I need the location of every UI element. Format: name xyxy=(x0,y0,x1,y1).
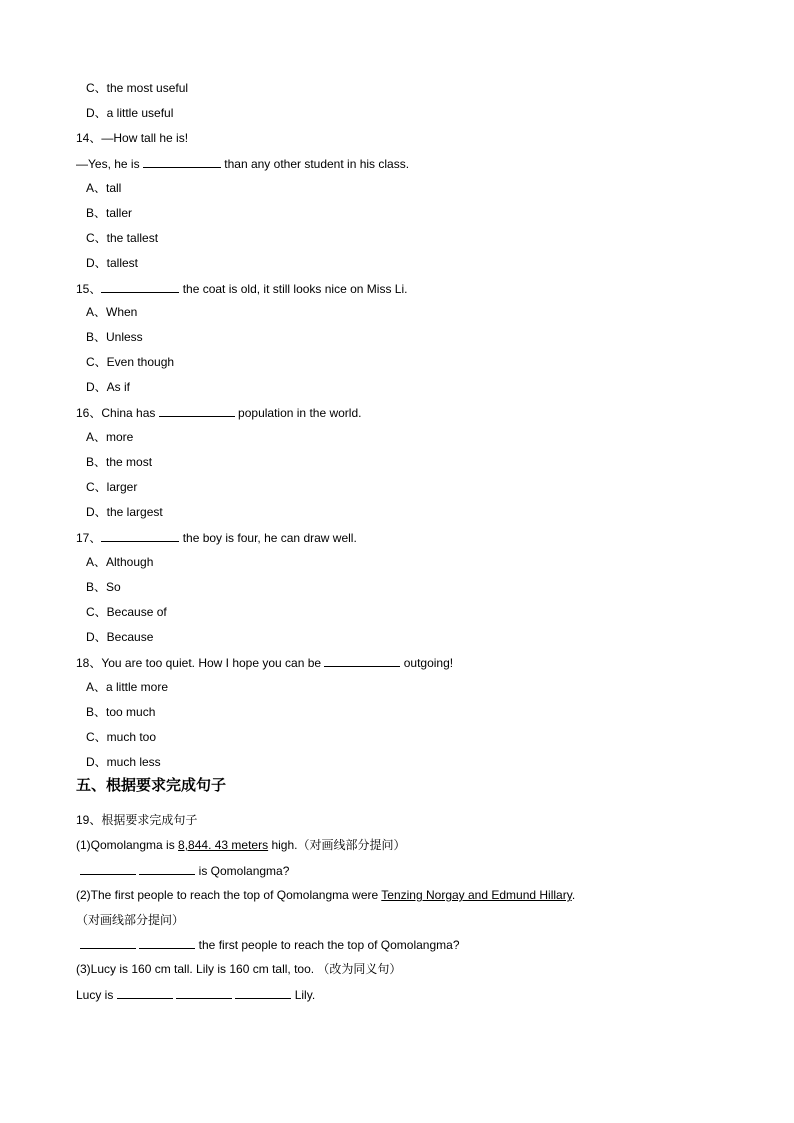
q19-part3-after: Lily. xyxy=(291,988,316,1002)
q19-part1-blank-1 xyxy=(80,862,136,875)
q19-part1-before: (1)Qomolangma is xyxy=(76,838,179,852)
q19-part3-blank-2 xyxy=(176,986,232,999)
q17-stem xyxy=(76,529,357,546)
q17-number: 17、 xyxy=(76,531,102,545)
q15-text-after: the coat is old, it still looks nice on Miss Li. xyxy=(179,282,408,296)
q14-text-after: than any other student in his class. xyxy=(220,157,410,171)
q17-option-c: C、Because of xyxy=(86,605,167,619)
section-five-heading: 五、根据要求完成句子 xyxy=(76,777,227,794)
q19-part2-blank-2 xyxy=(139,936,195,949)
q19-part1-after: high.（对画线部分提问） xyxy=(268,838,406,852)
q19-part1-underlined: 8,844. 43 meters xyxy=(178,838,269,852)
q14-text-before: —Yes, he is xyxy=(76,157,143,171)
q19-part2-blank-1 xyxy=(80,936,136,949)
q17-option-a: A、Although xyxy=(86,555,154,569)
q14-option-b: B、taller xyxy=(86,206,133,220)
q14-option-c: C、the tallest xyxy=(86,231,159,245)
q19-part2-after: . xyxy=(571,888,576,902)
q19-part3-before: Lucy is xyxy=(76,988,117,1002)
q18-text-after: outgoing! xyxy=(400,656,454,670)
q13-option-c: C、the most useful xyxy=(86,81,189,95)
q16-text-after: population in the world. xyxy=(234,406,362,420)
q15-option-a: A、When xyxy=(86,305,138,319)
q19-part2-note: （对画线部分提问） xyxy=(76,913,185,927)
q16-stem xyxy=(76,404,361,421)
q17-blank xyxy=(101,529,179,542)
q17-option-d: D、Because xyxy=(86,630,154,644)
q19-part2-before: (2)The first people to reach the top of Qomolangma were xyxy=(76,888,382,902)
q18-blank xyxy=(324,654,400,667)
q16-text-before: 16、China has xyxy=(76,406,159,420)
q19-part3-blank-1 xyxy=(117,986,173,999)
q18-option-c: C、much too xyxy=(86,730,157,744)
q17-option-b: B、So xyxy=(86,580,121,594)
q19-part3-blank-3 xyxy=(235,986,291,999)
q15-option-c: C、Even though xyxy=(86,355,175,369)
q19-part3-stem: (3)Lucy is 160 cm tall. Lily is 160 cm tall, too. （改为同义句） xyxy=(76,962,402,976)
q16-option-a: A、more xyxy=(86,430,134,444)
q13-option-d: D、a little useful xyxy=(86,106,174,120)
q16-option-c: C、larger xyxy=(86,480,138,494)
q18-option-d: D、much less xyxy=(86,755,161,769)
q19-part1-stem xyxy=(76,837,405,853)
q19-part1-answer-after: is Qomolangma? xyxy=(195,864,290,878)
q19-part2-stem xyxy=(76,887,575,903)
q18-option-a: A、a little more xyxy=(86,680,169,694)
q14-option-d: D、tallest xyxy=(86,256,139,270)
q16-option-b: B、the most xyxy=(86,455,153,469)
q14-option-a: A、tall xyxy=(86,181,122,195)
q14-blank xyxy=(143,155,221,168)
q15-option-d: D、As if xyxy=(86,380,131,394)
q15-number: 15、 xyxy=(76,282,102,296)
q18-stem xyxy=(76,654,453,671)
q17-text-after: the boy is four, he can draw well. xyxy=(179,531,357,545)
q14-stem: 14、—How tall he is! xyxy=(76,131,189,145)
q19-part1-answer xyxy=(80,862,289,879)
q19-stem: 19、根据要求完成句子 xyxy=(76,813,198,827)
q19-part2-underlined: Tenzing Norgay and Edmund Hillary xyxy=(381,888,572,902)
q15-option-b: B、Unless xyxy=(86,330,143,344)
q18-option-b: B、too much xyxy=(86,705,156,719)
q14-dialogue-line xyxy=(76,155,409,172)
q19-part3-answer xyxy=(76,986,315,1003)
q16-option-d: D、the largest xyxy=(86,505,163,519)
q16-blank xyxy=(159,404,235,417)
q15-stem xyxy=(76,280,407,297)
q19-part2-answer xyxy=(80,936,460,953)
q15-blank xyxy=(101,280,179,293)
q18-text-before: 18、You are too quiet. How I hope you can be xyxy=(76,656,325,670)
q19-part1-blank-2 xyxy=(139,862,195,875)
q19-part2-answer-after: the first people to reach the top of Qomolangma? xyxy=(195,938,460,952)
